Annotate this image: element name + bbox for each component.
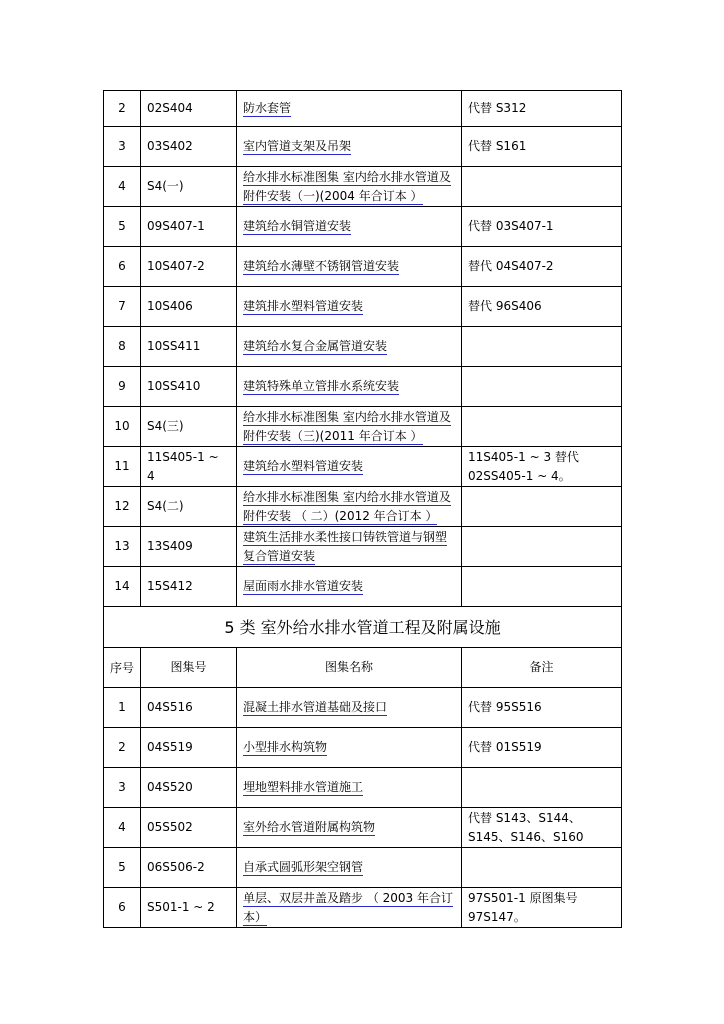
table-row bbox=[104, 888, 622, 928]
header-note: 备注 bbox=[462, 648, 622, 688]
row-name bbox=[237, 487, 462, 527]
row-number: 9 bbox=[104, 367, 141, 407]
table-row bbox=[104, 287, 622, 327]
row-name-text[interactable]: 建筑特殊单立管排水系统安装 bbox=[243, 379, 400, 393]
table-row bbox=[104, 167, 622, 207]
table-row bbox=[104, 567, 622, 607]
row-number: 3 bbox=[104, 127, 141, 167]
row-code: 10SS410 bbox=[141, 367, 237, 407]
row-code: 09S407-1 bbox=[141, 207, 237, 247]
row-name bbox=[237, 127, 462, 167]
row-name-text[interactable]: 室内管道支架及吊架 bbox=[243, 139, 352, 153]
row-code: 13S409 bbox=[141, 527, 237, 567]
row-name bbox=[237, 327, 462, 367]
row-number: 10 bbox=[104, 407, 141, 447]
table-body-installation bbox=[104, 91, 622, 607]
section-title: 5 类 室外给水排水管道工程及附属设施 bbox=[104, 607, 622, 648]
row-note bbox=[462, 848, 622, 888]
row-name bbox=[237, 888, 462, 928]
table-body-section5 bbox=[104, 607, 622, 928]
table-row bbox=[104, 487, 622, 527]
row-number: 5 bbox=[104, 207, 141, 247]
row-code: 04S516 bbox=[141, 688, 237, 728]
row-note: 替代 96S406 bbox=[462, 287, 622, 327]
row-number: 6 bbox=[104, 888, 141, 928]
row-note bbox=[462, 167, 622, 207]
row-number: 14 bbox=[104, 567, 141, 607]
header-no: 序号 bbox=[104, 648, 141, 688]
table-row bbox=[104, 808, 622, 848]
row-name-text[interactable]: 建筑生活排水柔性接口铸铁管道与钢塑复合管道安装 bbox=[243, 529, 448, 563]
row-code: 15S412 bbox=[141, 567, 237, 607]
row-name-text[interactable]: 自承式圆弧形架空钢管 bbox=[243, 860, 364, 874]
row-name-text[interactable]: 建筑排水塑料管道安装 bbox=[243, 299, 364, 313]
row-name-text[interactable]: 屋面雨水排水管道安装 bbox=[243, 579, 364, 593]
row-note bbox=[462, 768, 622, 808]
row-note: 代替 S161 bbox=[462, 127, 622, 167]
row-note: 代替 95S516 bbox=[462, 688, 622, 728]
standards-table bbox=[103, 90, 622, 928]
section-title-row bbox=[104, 607, 622, 648]
row-number: 8 bbox=[104, 327, 141, 367]
row-number: 4 bbox=[104, 808, 141, 848]
row-number: 4 bbox=[104, 167, 141, 207]
table-row bbox=[104, 688, 622, 728]
row-code: 03S402 bbox=[141, 127, 237, 167]
row-code: S501-1 ~ 2 bbox=[141, 888, 237, 928]
row-name-text[interactable]: 单层、双层井盖及踏步 （ 2003 年合订本） bbox=[243, 890, 453, 924]
row-name bbox=[237, 527, 462, 567]
row-code: 10S406 bbox=[141, 287, 237, 327]
row-name bbox=[237, 91, 462, 127]
table-row bbox=[104, 768, 622, 808]
row-code: 11S405-1 ~ 4 bbox=[141, 447, 237, 487]
row-name bbox=[237, 247, 462, 287]
row-code: 04S520 bbox=[141, 768, 237, 808]
row-number: 7 bbox=[104, 287, 141, 327]
row-name bbox=[237, 447, 462, 487]
row-code: S4(三) bbox=[141, 407, 237, 447]
row-code: S4(二) bbox=[141, 487, 237, 527]
row-note: 97S501-1 原图集号 97S147。 bbox=[462, 888, 622, 928]
header-name: 图集名称 bbox=[237, 648, 462, 688]
row-code: 02S404 bbox=[141, 91, 237, 127]
row-name bbox=[237, 768, 462, 808]
row-note bbox=[462, 567, 622, 607]
row-name bbox=[237, 808, 462, 848]
row-number: 2 bbox=[104, 91, 141, 127]
row-number: 5 bbox=[104, 848, 141, 888]
row-number: 6 bbox=[104, 247, 141, 287]
row-name-text[interactable]: 建筑给水铜管道安装 bbox=[243, 219, 352, 233]
row-name bbox=[237, 287, 462, 327]
row-code: 04S519 bbox=[141, 728, 237, 768]
row-name bbox=[237, 367, 462, 407]
table-row bbox=[104, 728, 622, 768]
row-number: 11 bbox=[104, 447, 141, 487]
table-row bbox=[104, 327, 622, 367]
row-number: 13 bbox=[104, 527, 141, 567]
table-row bbox=[104, 127, 622, 167]
table-row bbox=[104, 247, 622, 287]
row-name-text[interactable]: 防水套管 bbox=[243, 101, 292, 115]
row-name bbox=[237, 207, 462, 247]
row-note: 代替 S143、S144、S145、S146、S160 bbox=[462, 808, 622, 848]
row-number: 1 bbox=[104, 688, 141, 728]
row-note bbox=[462, 367, 622, 407]
row-note bbox=[462, 527, 622, 567]
row-note: 替代 04S407-2 bbox=[462, 247, 622, 287]
row-number: 2 bbox=[104, 728, 141, 768]
row-name bbox=[237, 848, 462, 888]
row-name-text[interactable]: 给水排水标准图集 室内给水排水管道及附件安装（三)(2011 年合订本 ） bbox=[243, 409, 451, 443]
row-name-text[interactable]: 小型排水构筑物 bbox=[243, 740, 328, 754]
row-note bbox=[462, 327, 622, 367]
row-name-text[interactable]: 混凝土排水管道基础及接口 bbox=[243, 700, 388, 714]
row-note: 11S405-1 ~ 3 替代 02SS405-1 ~ 4。 bbox=[462, 447, 622, 487]
row-name-text[interactable]: 埋地塑料排水管道施工 bbox=[243, 780, 364, 794]
row-note: 代替 01S519 bbox=[462, 728, 622, 768]
row-code: 10SS411 bbox=[141, 327, 237, 367]
row-name bbox=[237, 688, 462, 728]
table-row bbox=[104, 91, 622, 127]
row-name-text[interactable]: 建筑给水薄壁不锈钢管道安装 bbox=[243, 259, 400, 273]
header-row bbox=[104, 648, 622, 688]
header-code: 图集号 bbox=[141, 648, 237, 688]
row-name bbox=[237, 567, 462, 607]
row-note: 代替 S312 bbox=[462, 91, 622, 127]
row-note bbox=[462, 487, 622, 527]
row-name-text[interactable]: 室外给水管道附属构筑物 bbox=[243, 820, 376, 834]
table-row bbox=[104, 207, 622, 247]
row-number: 3 bbox=[104, 768, 141, 808]
row-note bbox=[462, 407, 622, 447]
row-name-text[interactable]: 给水排水标准图集 室内给水排水管道及附件安装 （ 二）(2012 年合订本 ） bbox=[243, 489, 451, 523]
row-code: 10S407-2 bbox=[141, 247, 237, 287]
row-name-text[interactable]: 建筑给水复合金属管道安装 bbox=[243, 339, 388, 353]
table-row bbox=[104, 527, 622, 567]
row-name bbox=[237, 407, 462, 447]
table-row bbox=[104, 848, 622, 888]
row-number: 12 bbox=[104, 487, 141, 527]
row-name bbox=[237, 728, 462, 768]
row-code: S4(一) bbox=[141, 167, 237, 207]
table-row bbox=[104, 447, 622, 487]
row-name bbox=[237, 167, 462, 207]
row-code: 06S506-2 bbox=[141, 848, 237, 888]
table-row bbox=[104, 407, 622, 447]
row-name-text[interactable]: 给水排水标准图集 室内给水排水管道及附件安装（一)(2004 年合订本 ） bbox=[243, 169, 451, 203]
row-name-text[interactable]: 建筑给水塑料管道安装 bbox=[243, 459, 364, 473]
table-row bbox=[104, 367, 622, 407]
row-note: 代替 03S407-1 bbox=[462, 207, 622, 247]
row-code: 05S502 bbox=[141, 808, 237, 848]
